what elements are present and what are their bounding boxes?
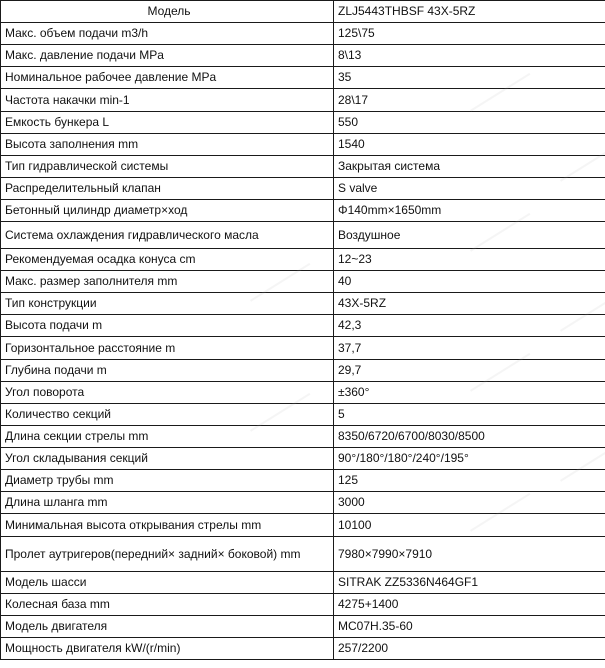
parameter-value-cell: 10100 [334, 514, 605, 537]
table-row [1, 638, 605, 660]
parameter-label-cell: Диаметр трубы mm [1, 470, 334, 492]
parameter-value-cell: Φ140mm×1650mm [334, 200, 605, 222]
table-row [1, 271, 605, 293]
table-row [1, 222, 605, 249]
parameter-value-cell: S valve [334, 178, 605, 200]
header-value-cell: ZLJ5443THBSF 43X-5RZ [334, 1, 605, 23]
parameter-label-cell: Высота заполнения mm [1, 134, 334, 156]
parameter-label-cell: Емкость бункера L [1, 112, 334, 134]
table-row [1, 200, 605, 222]
parameter-label-cell: Колесная база mm [1, 594, 334, 616]
table-row [1, 537, 605, 572]
table-row [1, 426, 605, 448]
table-row [1, 67, 605, 89]
table-row [1, 514, 605, 537]
table-row [1, 572, 605, 594]
table-row [1, 23, 605, 45]
parameter-value-cell: ±360° [334, 382, 605, 404]
parameter-value-cell: 125 [334, 470, 605, 492]
parameter-value-cell: 37,7 [334, 337, 605, 360]
parameter-value-cell: MC07H.35-60 [334, 616, 605, 638]
parameter-label-cell: Рекомендуемая осадка конуса cm [1, 249, 334, 271]
parameter-label-cell: Номинальное рабочее давление MPa [1, 67, 334, 89]
parameter-value-cell: 7980×7990×7910 [334, 537, 605, 572]
table-row [1, 382, 605, 404]
table-row [1, 360, 605, 382]
table-row [1, 337, 605, 360]
header-label-cell: Модель [1, 1, 334, 23]
parameter-value-cell: 43X-5RZ [334, 293, 605, 315]
parameter-label-cell: Мощность двигателя kW/(r/min) [1, 638, 334, 660]
table-row [1, 616, 605, 638]
specification-table-body [1, 1, 605, 660]
table-row [1, 89, 605, 112]
parameter-value-cell: 5 [334, 404, 605, 426]
parameter-value-cell: SITRAK ZZ5336N464GF1 [334, 572, 605, 594]
table-row [1, 45, 605, 67]
parameter-value-cell: Закрытая система [334, 156, 605, 178]
parameter-value-cell: 4275+1400 [334, 594, 605, 616]
parameter-label-cell: Распределительный клапан [1, 178, 334, 200]
parameter-label-cell: Длина шланга mm [1, 492, 334, 514]
parameter-label-cell: Макс. размер заполнителя mm [1, 271, 334, 293]
table-header-row [1, 1, 605, 23]
parameter-value-cell: 3000 [334, 492, 605, 514]
parameter-label-cell: Глубина подачи m [1, 360, 334, 382]
parameter-label-cell: Система охлаждения гидравлического масла [1, 222, 334, 249]
table-row [1, 134, 605, 156]
table-row [1, 156, 605, 178]
table-row [1, 112, 605, 134]
parameter-value-cell: 1540 [334, 134, 605, 156]
parameter-value-cell: 125\75 [334, 23, 605, 45]
parameter-label-cell: Угол поворота [1, 382, 334, 404]
parameter-label-cell: Бетонный цилиндр диаметр×ход [1, 200, 334, 222]
parameter-label-cell: Тип конструкции [1, 293, 334, 315]
table-row [1, 178, 605, 200]
parameter-value-cell: 90°/180°/180°/240°/195° [334, 448, 605, 470]
table-row [1, 293, 605, 315]
parameter-value-cell: 35 [334, 67, 605, 89]
parameter-value-cell: 12~23 [334, 249, 605, 271]
table-row [1, 492, 605, 514]
parameter-value-cell: 8\13 [334, 45, 605, 67]
parameter-label-cell: Количество секций [1, 404, 334, 426]
table-row [1, 470, 605, 492]
parameter-value-cell: 257/2200 [334, 638, 605, 660]
parameter-value-cell: 28\17 [334, 89, 605, 112]
parameter-value-cell: 29,7 [334, 360, 605, 382]
parameter-value-cell: 42,3 [334, 315, 605, 337]
parameter-value-cell: 550 [334, 112, 605, 134]
parameter-label-cell: Пролет аутригеров(передний× задний× боковой) mm [1, 537, 334, 572]
parameter-label-cell: Минимальная высота открывания стрелы mm [1, 514, 334, 537]
parameter-label-cell: Макс. давление подачи MPa [1, 45, 334, 67]
table-row [1, 404, 605, 426]
parameter-label-cell: Макс. объем подачи m3/h [1, 23, 334, 45]
parameter-value-cell: 40 [334, 271, 605, 293]
parameter-label-cell: Частота накачки min-1 [1, 89, 334, 112]
parameter-label-cell: Модель шасси [1, 572, 334, 594]
parameter-label-cell: Модель двигателя [1, 616, 334, 638]
parameter-label-cell: Угол складывания секций [1, 448, 334, 470]
table-row [1, 594, 605, 616]
parameter-label-cell: Длина секции стрелы mm [1, 426, 334, 448]
parameter-value-cell: 8350/6720/6700/8030/8500 [334, 426, 605, 448]
parameter-value-cell: Воздушное [334, 222, 605, 249]
parameter-label-cell: Высота подачи m [1, 315, 334, 337]
table-row [1, 315, 605, 337]
parameter-label-cell: Горизонтальное расстояние m [1, 337, 334, 360]
table-row [1, 249, 605, 271]
parameter-label-cell: Тип гидравлической системы [1, 156, 334, 178]
table-row [1, 448, 605, 470]
